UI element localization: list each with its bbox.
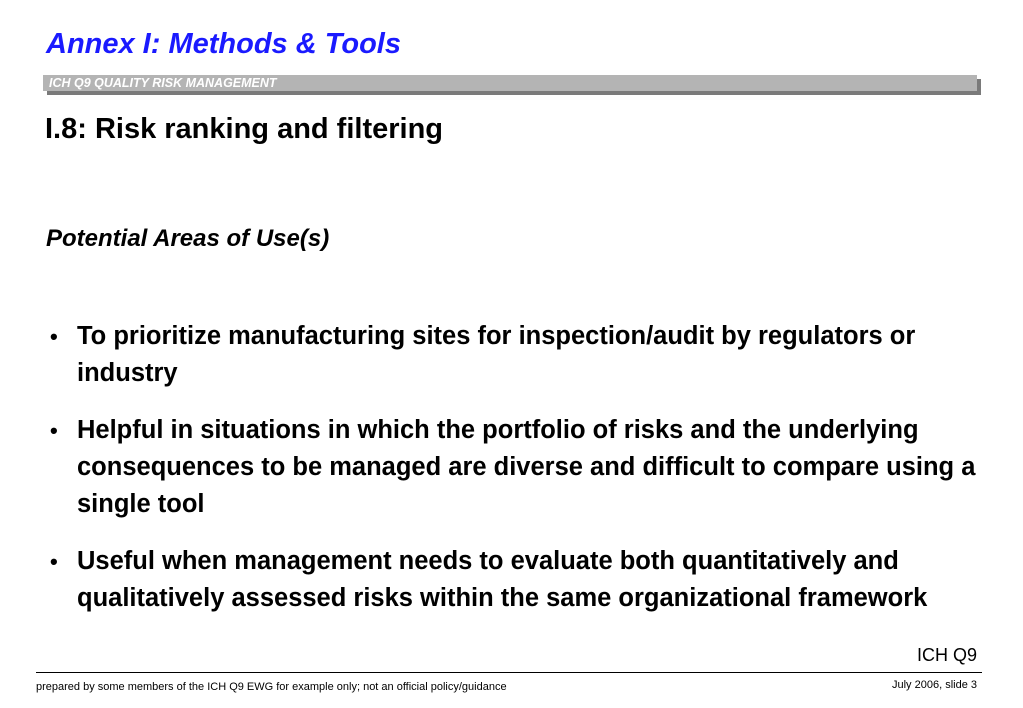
bullet-list: [44, 318, 984, 637]
footer-disclaimer: prepared by some members of the ICH Q9 EWG for example only; not an official policy/guidance: [36, 681, 507, 693]
bullet-item: [44, 412, 984, 523]
section-title: I.8: Risk ranking and filtering: [45, 113, 444, 145]
ich-q9-badge: ICH Q9: [916, 645, 977, 665]
bullet-icon: •: [50, 324, 58, 349]
bullet-text: To prioritize manufacturing sites for inspection/audit by regulators or industry: [77, 322, 916, 387]
bullet-item: [44, 543, 984, 617]
header-banner: [43, 75, 977, 91]
bullet-item: [44, 318, 984, 392]
footer-divider: [36, 672, 982, 673]
subtitle: Potential Areas of Use(s): [46, 225, 330, 252]
bullet-icon: •: [50, 549, 58, 574]
bullet-text: Useful when management needs to evaluate both quantitatively and qualitatively assessed risks within the same organizational framework: [77, 547, 928, 612]
footer-slide-info: July 2006, slide 3: [892, 679, 977, 691]
bullet-text: Helpful in situations in which the portfolio of risks and the underlying consequences to be managed are diverse and difficult to compare using a single tool: [77, 416, 976, 518]
bullet-icon: •: [50, 418, 58, 443]
annex-title: Annex I: Methods & Tools: [46, 28, 401, 60]
banner-label: ICH Q9 QUALITY RISK MANAGEMENT: [49, 76, 277, 90]
